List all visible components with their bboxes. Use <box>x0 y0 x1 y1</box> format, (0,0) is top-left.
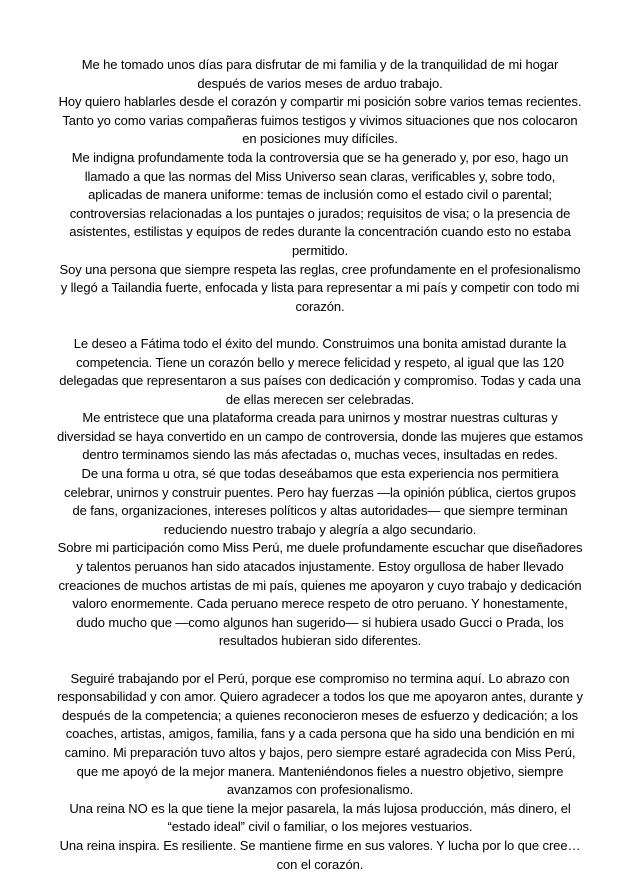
paragraph: De una forma u otra, sé que todas deseábamos que esta experiencia nos permitiera celebrar, unirnos y construir puentes. Pero hay fuerzas —la opinión pública, ciertos grupos de fans, organizaciones, intereses políticos y altas autoridades— que siempre terminan reduciendo nuestro trabajo y alegría a algo secundario. <box>64 466 576 537</box>
block-separator <box>57 651 583 670</box>
text-block-1 <box>57 56 583 316</box>
document-text-body <box>57 56 583 874</box>
paragraph: Le deseo a Fátima todo el éxito del mundo. Construimos una bonita amistad durante la competencia. Tiene un corazón bello y merece felicidad y respeto, al igual que las 120 delegadas que representaron a sus países con dedicación y compromiso. Todas y cada una de ellas merecen ser celebradas. <box>59 335 581 407</box>
paragraph: Seguiré trabajando por el Perú, porque ese compromiso no termina aquí. Lo abrazo con responsabilidad y con amor. Quiero agradecer a todos los que me apoyaron antes, durante y después de la competencia; a quienes reconocieron meses de esfuerzo y dedicación; a los coaches, artistas, amigos, familia, fans y a cada persona que ha sido una bendición en mi camino. Mi preparación tuvo altos y bajos, pero siempre estaré agradecida con Miss Perú, que me apoyó de la mejor manera. Manteniéndonos fieles a nuestro objetivo, siempre avanzamos con profesionalismo. <box>57 670 583 798</box>
paragraph: Una reina NO es la que tiene la mejor pasarela, la más lujosa producción, más dinero, el “estado ideal” civil o familiar, o los mejores vestuarios. <box>69 800 571 835</box>
paragraph: Hoy quiero hablarles desde el corazón y compartir mi posición sobre varios temas recientes. <box>58 94 582 110</box>
text-block-2 <box>57 335 583 651</box>
paragraph: Sobre mi participación como Miss Perú, me duele profundamente escuchar que diseñadores y talentos peruanos han sido atacados injustamente. Estoy orgullosa de haber llevado creaciones de muchos artistas de mi país, quienes me apoyaron y cuyo trabajo y dedicación valoro enormemente. Cada peruano merece respeto de otro peruano. Y honestamente, dudo mucho que —como algunos han sugerido— si hubiera usado Gucci o Prada, los resultados hubieran sido diferentes. <box>57 540 583 649</box>
paragraph: Tanto yo como varias compañeras fuimos testigos y vivimos situaciones que nos colocaron en posiciones muy difíciles. <box>62 112 578 147</box>
paragraph: Una reina inspira. Es resiliente. Se mantiene firme en sus valores. Y lucha por lo que cree… con el corazón. <box>59 837 581 872</box>
block-separator <box>57 316 583 335</box>
paragraph: Me he tomado unos días para disfrutar de mi familia y de la tranquilidad de mi hogar después de varios meses de arduo trabajo. <box>81 57 559 91</box>
text-block-3 <box>57 670 583 874</box>
paragraph: Soy una persona que siempre respeta las reglas, cree profundamente en el profesionalismo y llegó a Tailandia fuerte, enfocada y lista para representar a mi país y competir con todo mi corazón. <box>59 261 581 314</box>
paragraph: Me indigna profundamente toda la controversia que se ha generado y, por eso, hago un llamado a que las normas del Miss Universo sean claras, verificables y, sobre todo, aplicadas de manera uniforme: temas de inclusión como el estado civil o parental; controversias relacionadas a los puntajes o jurados; requisitos de visa; o la presencia de asistentes, estilistas y equipos de redes durante la concentración cuando esto no estaba permitido. <box>69 149 571 258</box>
paragraph: Me entristece que una plataforma creada para unirnos y mostrar nuestras culturas y diversidad se haya convertido en un campo de controversia, donde las mujeres que estamos dentro terminamos siendo las más afectadas o, muchas veces, insultadas en redes. <box>57 410 583 463</box>
